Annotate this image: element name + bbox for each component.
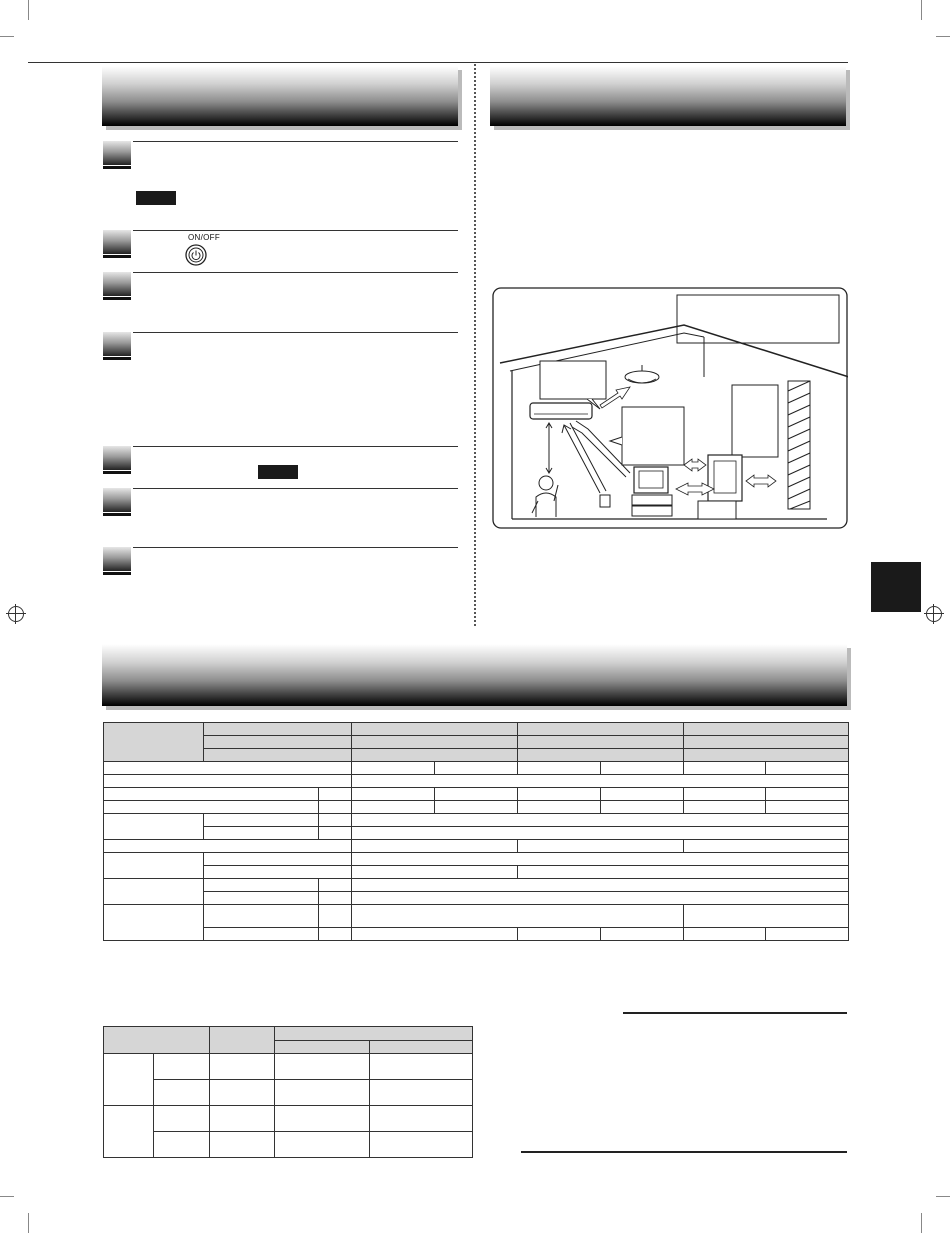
power-button-icon [184,243,208,267]
table-header-cell [352,736,518,749]
table-header-cell [684,749,849,762]
table-row [104,814,849,827]
step-rule [133,446,458,447]
step-3-marker [103,272,131,296]
registration-mark-icon [8,606,24,622]
installation-illustration [492,287,848,529]
table-header-cell [352,723,518,736]
crop-mark [28,0,29,20]
step-underline [103,297,131,300]
note-rule-top [623,1012,847,1014]
table-row [104,866,849,879]
step-5-marker [103,446,131,470]
table-header-cell [518,723,684,736]
table-row [104,788,849,801]
table-row [104,762,849,775]
button-indicator [258,465,298,479]
table-row [104,928,849,941]
specifications-table [103,722,849,941]
crop-mark [28,1213,29,1233]
table-row [104,905,849,928]
step-underline [103,513,131,516]
section-tab [871,562,921,612]
table-row [104,1132,473,1158]
table-row [104,827,849,840]
crop-mark [936,36,950,37]
table-header-cell [275,1040,370,1054]
table-header-cell [104,1027,210,1054]
step-underline [103,572,131,575]
step-rule [133,141,458,142]
table-row [104,801,849,814]
section-header-specifications [102,644,847,706]
table-header-cell [104,723,204,762]
table-header-cell [684,736,849,749]
table-header-cell [370,1040,473,1054]
table-row [104,892,849,905]
step-rule [133,332,458,333]
step-underline [103,166,131,169]
button-indicator [136,191,176,205]
section-header-right [490,66,846,126]
crop-mark [0,36,14,37]
step-underline [103,357,131,360]
table-row [104,840,849,853]
table-header-cell [518,749,684,762]
header-rule [28,62,848,63]
table-row [104,1080,473,1106]
table-header-cell [210,1027,275,1054]
step-rule [133,547,458,548]
crop-mark [921,0,922,20]
table-header-cell [275,1027,473,1041]
table-row [104,1054,473,1080]
step-rule [133,230,458,231]
registration-mark-icon [926,606,942,622]
table-header-cell [352,749,518,762]
crop-mark [0,1196,14,1197]
step-7-marker [103,547,131,571]
column-divider [474,64,476,626]
crop-mark [921,1213,922,1233]
onoff-label: ON/OFF [188,233,221,242]
step-2-marker [103,230,131,254]
table-header-cell [204,736,352,749]
section-header-left [102,66,458,126]
step-underline [103,471,131,474]
table-header-cell [684,723,849,736]
table-row [104,853,849,866]
step-underline [103,255,131,258]
step-4-marker [103,332,131,356]
step-rule [133,488,458,489]
table-header-cell [204,749,352,762]
step-1-marker [103,141,131,165]
operating-range-table [103,1026,473,1158]
note-rule-bottom [521,1151,847,1153]
step-rule [133,272,458,273]
table-row [104,775,849,788]
table-row [104,1106,473,1132]
table-header-cell [518,736,684,749]
table-row [104,879,849,892]
crop-mark [936,1196,950,1197]
step-6-marker [103,488,131,512]
table-header-cell [204,723,352,736]
